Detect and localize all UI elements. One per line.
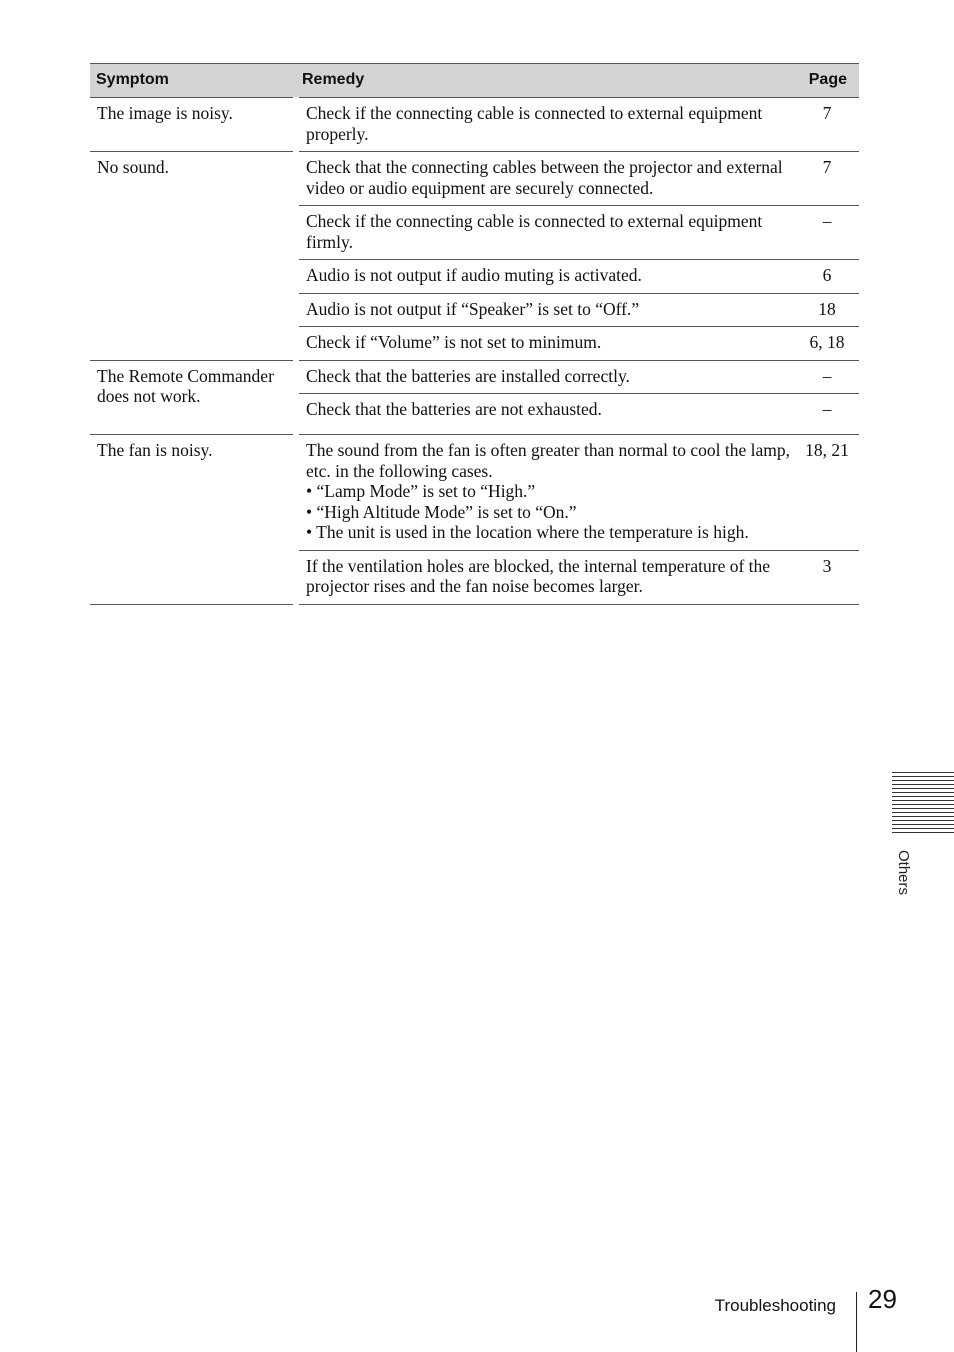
page-cell: 7 <box>799 152 859 206</box>
page-cell: 7 <box>799 98 859 152</box>
remedy-cell: Check if the connecting cable is connected to external equipment properly. <box>296 98 799 152</box>
remedy-cell: Check that the connecting cables between the projector and external video or audio equipment are securely connected. <box>296 152 799 206</box>
table-header-row <box>90 64 859 98</box>
page-cell: 6, 18 <box>799 327 859 361</box>
footer-section-title: Troubleshooting <box>714 1296 836 1315</box>
page-cell: – <box>799 394 859 435</box>
bullet-item: • “Lamp Mode” is set to “High.” <box>306 481 536 501</box>
remedy-cell: Audio is not output if audio muting is activated. <box>296 260 799 294</box>
symptom-cell: The fan is noisy. <box>90 435 296 605</box>
remedy-cell: Audio is not output if “Speaker” is set to “Off.” <box>296 293 799 327</box>
footer-divider <box>856 1292 857 1352</box>
remedy-cell: Check if “Volume” is not set to minimum. <box>296 327 799 361</box>
remedy-text: The sound from the fan is often greater than normal to cool the lamp, etc. in the following cases. <box>306 440 791 481</box>
page-number: 29 <box>868 1284 897 1314</box>
table-row <box>90 152 859 206</box>
page-cell: – <box>799 360 859 394</box>
page-cell: 18, 21 <box>799 435 859 551</box>
bullet-item: • “High Altitude Mode” is set to “On.” <box>306 501 577 522</box>
section-tab-label: Others <box>895 850 912 896</box>
troubleshooting-table <box>90 63 859 605</box>
page-cell: 18 <box>799 293 859 327</box>
section-tab-lines <box>892 772 954 836</box>
symptom-cell: The Remote Commander does not work. <box>90 360 296 435</box>
page-cell: – <box>799 206 859 260</box>
symptom-cell: No sound. <box>90 152 296 361</box>
table-row <box>90 360 859 394</box>
remedy-cell: Check that the batteries are installed correctly. <box>296 360 799 394</box>
remedy-cell: If the ventilation holes are blocked, the internal temperature of the projector rises and the fan noise becomes larger. <box>296 550 799 604</box>
table-row <box>90 98 859 152</box>
page-cell: 6 <box>799 260 859 294</box>
remedy-cell: Check that the batteries are not exhausted. <box>296 394 799 435</box>
symptom-cell: The image is noisy. <box>90 98 296 152</box>
bullet-item: • The unit is used in the location where the temperature is high. <box>306 522 749 542</box>
header-remedy: Remedy <box>296 64 799 98</box>
remedy-cell: Check if the connecting cable is connected to external equipment firmly. <box>296 206 799 260</box>
table-row <box>90 435 859 551</box>
page-cell: 3 <box>799 550 859 604</box>
remedy-cell <box>296 435 799 551</box>
header-page: Page <box>799 64 859 98</box>
header-symptom: Symptom <box>90 64 296 98</box>
